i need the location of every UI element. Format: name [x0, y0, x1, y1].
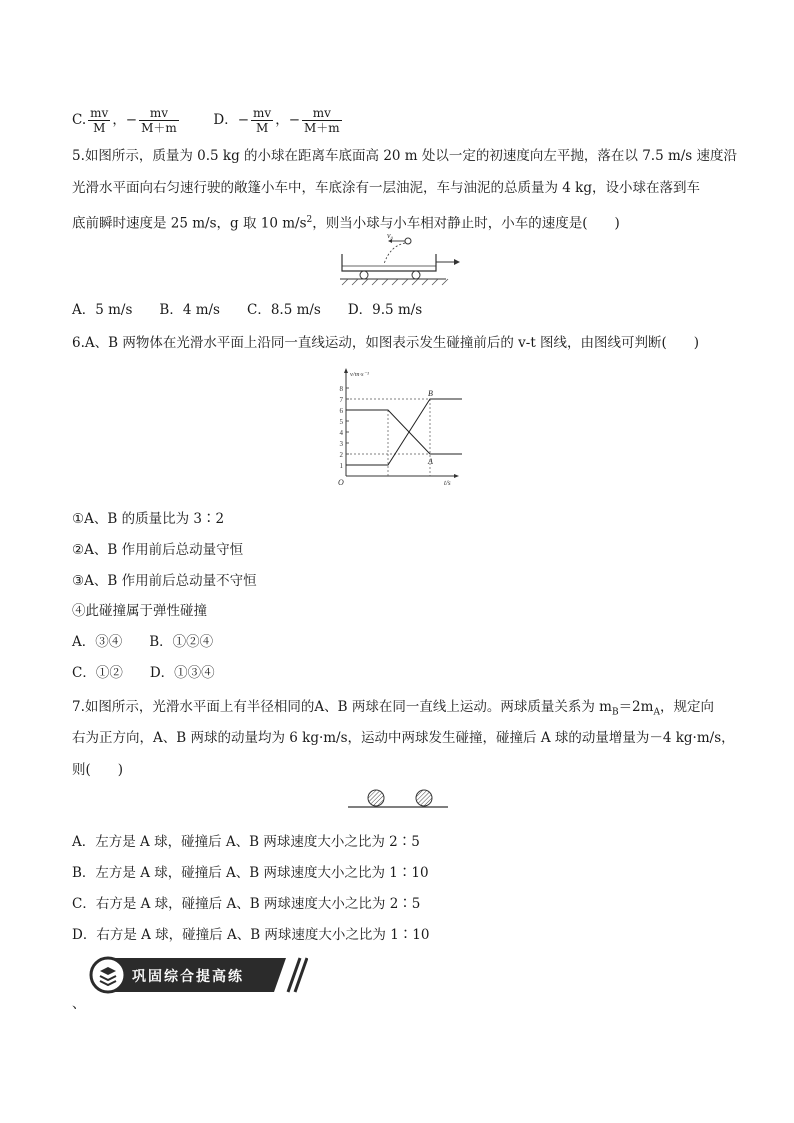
y-tick-label: 5	[339, 418, 343, 426]
q5-line1: 5.如图所示，质量为 0.5 kg 的小球在距离车底面高 20 m 处以一定的初速度向左平抛，落在以 7.5 m/s 速度沿	[72, 148, 738, 164]
series-A-line	[346, 410, 462, 454]
q6-options-ab: A．③④ B．①②④	[72, 634, 214, 650]
fraction: $\frac{mv}{M+m}$	[304, 106, 340, 135]
y-axis-arrow	[344, 368, 348, 373]
q7-line3: 则( )	[72, 762, 124, 778]
q5-line2: 光滑水平面向右匀速行驶的敞篷小车中，车底涂有一层油泥，车与油泥的总质量为 4 kg，设小球在落到车	[72, 180, 700, 196]
q7-option: B．左方是 A 球，碰撞后 A、B 两球速度大小之比为 1∶10	[72, 865, 429, 881]
y-tick-label: 1	[339, 462, 343, 470]
x-axis-label: t/s	[444, 479, 451, 486]
y-tick-label: 4	[339, 429, 343, 437]
y-tick-label: 3	[339, 440, 343, 448]
y-tick-label: 8	[339, 385, 343, 393]
q6-options-cd: C．①② D．①③④	[72, 665, 215, 681]
two-balls-figure	[346, 786, 450, 814]
ball-left	[368, 790, 384, 806]
q7-option: C．右方是 A 球，碰撞后 A、B 两球速度大小之比为 2∶5	[72, 896, 421, 912]
y-tick-label: 6	[339, 407, 343, 415]
q7-option: D．右方是 A 球，碰撞后 A、B 两球速度大小之比为 1∶10	[72, 927, 430, 943]
x-axis-arrow	[454, 474, 459, 478]
fraction: $\frac{mv}{M}$	[90, 106, 109, 135]
q5-line3: 底前瞬时速度是 25 m/s，g 取 10 $m/s^2$，则当小球与小车相对静止时，小车的速度是( )	[72, 215, 620, 232]
q4-option-c-label: C.	[72, 112, 87, 128]
stray-mark: 、	[72, 996, 86, 1012]
q6-statement: ①A、B 的质量比为 3∶2	[72, 511, 225, 527]
fraction: $\frac{mv}{M}$	[253, 106, 272, 135]
series-label: B	[428, 389, 433, 398]
y-tick-label: 2	[339, 451, 343, 459]
section-banner	[88, 956, 308, 994]
q7-option: A．左方是 A 球，碰撞后 A、B 两球速度大小之比为 2∶5	[72, 834, 420, 850]
cart-figure	[336, 228, 464, 288]
q7-line1: 7.如图所示，光滑水平面上有半径相同的A、B 两球在同一直线上运动。两球质量关系为 $m_B=2m_A$，规定向	[72, 699, 714, 718]
series-label: A	[428, 457, 433, 466]
fraction: $\frac{mv}{M+m}$	[141, 106, 177, 135]
section-banner-title: 巩固综合提高练	[132, 969, 244, 985]
q6-statement: ②A、B 作用前后总动量守恒	[72, 542, 244, 558]
y-axis-label: v/m·s⁻¹	[350, 371, 369, 378]
y-tick-label: 7	[339, 396, 343, 404]
q6-statement: ③A、B 作用前后总动量不守恒	[72, 573, 257, 589]
q7-line2: 右为正方向，A、B 两球的动量均为 6 kg·m/s，运动中两球发生碰撞，碰撞后 A 球的动量增量为－4 kg·m/s，	[72, 730, 735, 746]
series-B-line	[346, 399, 462, 465]
q6-stem: 6.A、B 两物体在光滑水平面上沿同一直线运动，如图表示发生碰撞前后的 v-t 图线，由图线可判断( )	[72, 335, 700, 351]
q4-option-d-label: D．−	[213, 112, 250, 128]
velocity-label: v₀	[387, 231, 394, 240]
origin-label: O	[338, 478, 344, 486]
ball-right	[416, 790, 432, 806]
q5-options: A．5 m/s B．4 m/s C．8.5 m/s D．9.5 m/s	[72, 302, 423, 318]
q6-statement: ④此碰撞属于弹性碰撞	[72, 603, 207, 619]
q4-options-cd: C. $\frac{mv}{M}$ ，− $\frac{mv}{M+m}$ D．− $\frac{mv}{M}$ ，− $\frac{mv}{M+m}$	[72, 106, 340, 135]
vt-chart	[336, 368, 462, 486]
